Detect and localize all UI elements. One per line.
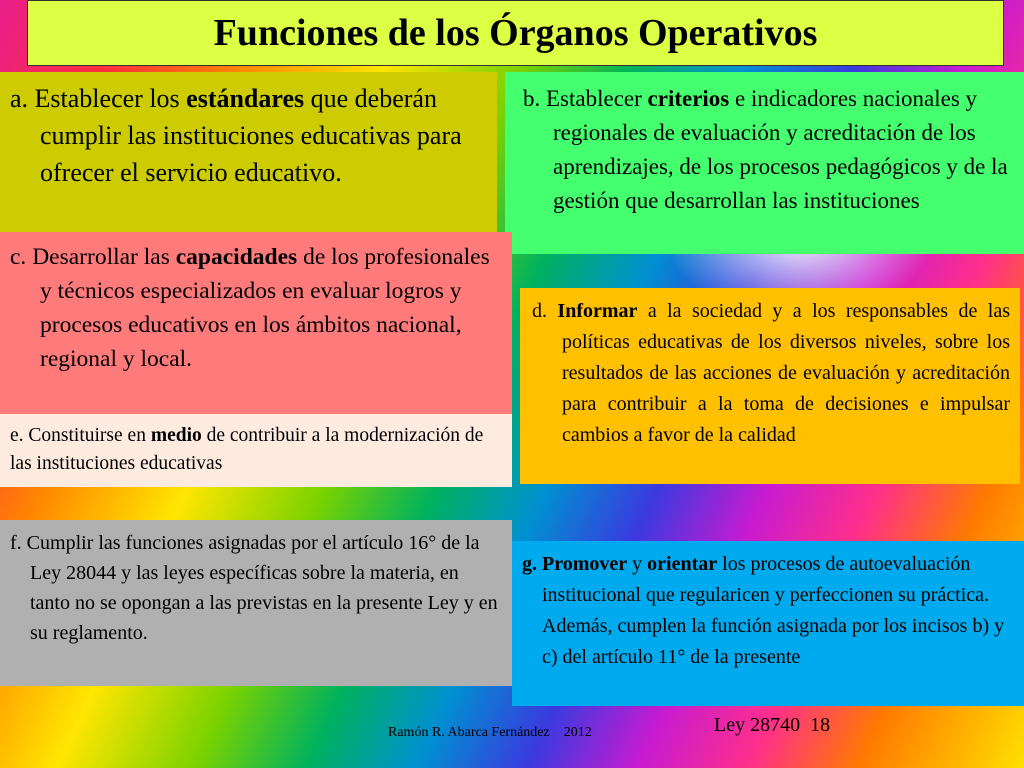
function-d-marker: d.	[532, 300, 547, 322]
function-e-marker: e.	[10, 425, 24, 446]
function-a-marker: a.	[10, 84, 29, 113]
footer-author: Ramón R. Abarca Fernández 2012	[388, 725, 592, 740]
function-f-text	[10, 528, 502, 648]
function-g-post: los procesos de autoevaluación institucional que regularicen y perfeccionen su práctica. Además, cumplen la función asignada por los incisos b) y c) del artículo 11° de la presente	[542, 553, 1005, 668]
function-g-box	[512, 541, 1024, 706]
function-a-text	[10, 80, 487, 191]
function-e-bold: medio	[150, 425, 202, 446]
function-d-text	[532, 296, 1010, 451]
function-g-bold2: orientar	[647, 553, 718, 575]
function-c-post: de los profesionales y técnicos especializados en evaluar logros y procesos educativos en los ámbitos nacional, regional y local.	[40, 244, 490, 372]
function-c-marker: c.	[10, 244, 27, 270]
function-e-text	[10, 422, 502, 478]
function-g-marker: g.	[522, 553, 537, 575]
function-b-box	[505, 72, 1024, 254]
function-g-text	[522, 549, 1014, 673]
function-c-pre: Desarrollar las	[32, 244, 176, 270]
function-a-box	[0, 72, 497, 240]
function-f-body: Cumplir las funciones asignadas por el artículo 16° de la Ley 28044 y las leyes específicas sobre la materia, en tanto no se opongan a las previstas en la presente Ley y en su reglamento.	[26, 532, 498, 644]
function-f-box	[0, 520, 512, 686]
function-g-mid: y	[627, 553, 648, 575]
function-c-box	[0, 232, 512, 414]
function-b-bold: criterios	[647, 86, 730, 111]
function-a-post: que deberán cumplir las instituciones educativas para ofrecer el servicio educativo.	[40, 84, 462, 187]
function-d-post: a la sociedad y a los responsables de las políticas educativas de los diversos niveles, sobre los resultados de las acciones de evaluación y acreditación para contribuir a la toma de decisiones e impulsar cambios a favor de la calidad	[562, 300, 1010, 446]
function-b-text	[523, 82, 1008, 218]
function-b-marker: b.	[523, 86, 541, 111]
function-a-pre: Establecer los	[34, 84, 187, 113]
function-d-bold: Informar	[557, 300, 638, 322]
function-f-marker: f.	[10, 532, 22, 554]
page-title: Funciones de los Órganos Operativos	[213, 12, 818, 54]
function-e-pre: Constituirse en	[28, 425, 151, 446]
function-b-pre: Establecer	[546, 86, 648, 111]
function-g-bold1: Promover	[542, 553, 628, 575]
function-d-box	[520, 288, 1020, 484]
function-c-bold: capacidades	[175, 244, 298, 270]
function-a-bold: estándares	[186, 84, 305, 113]
title-banner	[27, 0, 1004, 66]
function-c-text	[10, 240, 502, 376]
function-e-post: de contribuir a la modernización de las instituciones educativas	[10, 425, 484, 474]
function-b-post: e indicadores nacionales y regionales de evaluación y acreditación de los aprendizajes, de los procesos pedagógicos y de la gestión que desarrollan las instituciones	[553, 86, 1008, 213]
function-e-box	[0, 414, 512, 487]
footer-reference: Ley 28740 18	[714, 714, 831, 736]
